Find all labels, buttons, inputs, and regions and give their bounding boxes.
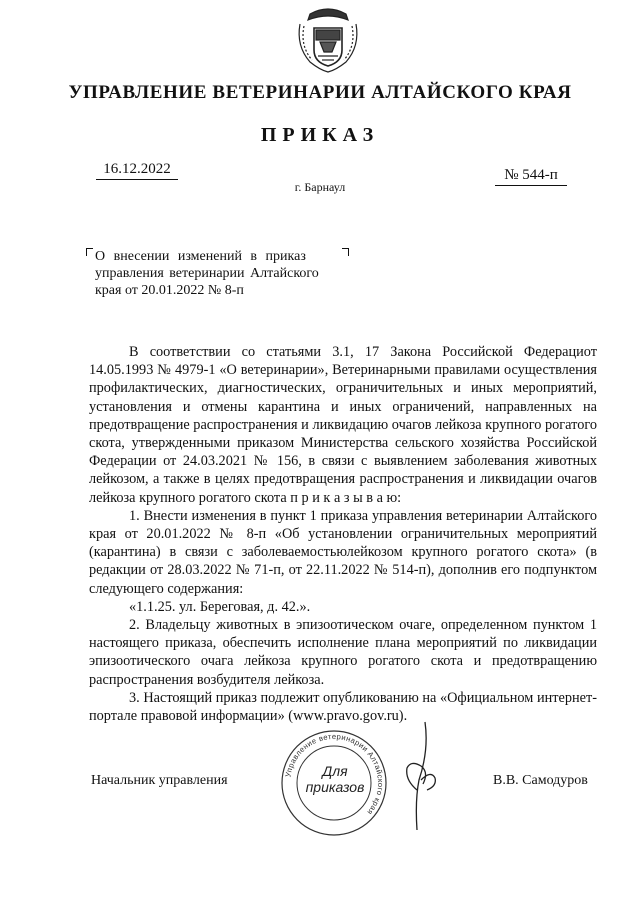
stamp-center-text: приказов (305, 779, 365, 795)
document-city: г. Барнаул (294, 180, 346, 194)
svg-text:Управление ветеринарии Алтайск: Управление ветеринарии Алтайского края (283, 731, 386, 817)
body-paragraph: В соответствии со статьями 3.1, 17 Закона Российской Федерациот 14.05.1993 № 4979-1 «О ветеринарии», Ветеринарными правилами осуществления профилактических, диагностических, ограничительных и иных мероприятий, установления и отмены карантина и иных ограничений, направленных на предотвращение распространения и ликвидацию очагов лейкоза крупного рогатого скота, утвержденными приказом Министерства сельского хозяйства Российской Федерации от 24.03.2021 № 156, в связи с выявлением заболевания животных лейкозом, а также в целях предотвращения распространения и ликвидации очагов лейкоза крупного рогатого скота п р и к а з ы в а ю: (89, 344, 597, 506)
coat-of-arms-icon (290, 6, 366, 74)
body-paragraph: 1. Внести изменения в пункт 1 приказа управления ветеринарии Алтайского края от 20.01.2022 № 8-п «Об установлении ограничительных мероприятий (карантина) в связи с заболеваемостьюлейкозом крупного рогатого скота» (в редакции от 28.03.2022 № 71-п, от 22.11.2022 № 514-п), дополнив его подпунктом следующего содержания: (89, 507, 597, 597)
document-body (89, 343, 597, 725)
document-type: ПРИКАЗ (260, 124, 380, 146)
signer-name: В.В. Самодуров (493, 773, 588, 788)
handwritten-signature-icon (395, 720, 445, 850)
subject-bracket-left (86, 248, 93, 256)
stamp-center-text: Для (322, 763, 348, 779)
document-subject (95, 248, 350, 299)
document-date: 16.12.2022 (96, 160, 178, 180)
subject-line: управления ветеринарии Алтайского (95, 266, 319, 281)
organization-name: УПРАВЛЕНИЕ ВЕТЕРИНАРИИ АЛТАЙСКОГО КРАЯ (68, 82, 572, 103)
subject-line: края от 20.01.2022 № 8-п (95, 283, 244, 298)
signer-position: Начальник управления (91, 773, 228, 788)
subject-line: О внесении изменений в приказ (95, 249, 306, 264)
document-number: № 544-п (495, 166, 567, 186)
body-paragraph: 3. Настоящий приказ подлежит опубликованию на «Официальном интернет-портале правовой информации» (www.pravo.gov.ru). (89, 689, 597, 725)
body-paragraph: «1.1.25. ул. Береговая, д. 42.». (129, 598, 311, 615)
body-paragraph: 2. Владельцу животных в эпизоотическом очаге, определенном пунктом 1 настоящего приказа, обеспечить исполнение плана мероприятий по ликвидации эпизоотического очага лейкоза крупного рогатого скота и предотвращению распространения возбудителя лейкоза. (89, 617, 597, 688)
